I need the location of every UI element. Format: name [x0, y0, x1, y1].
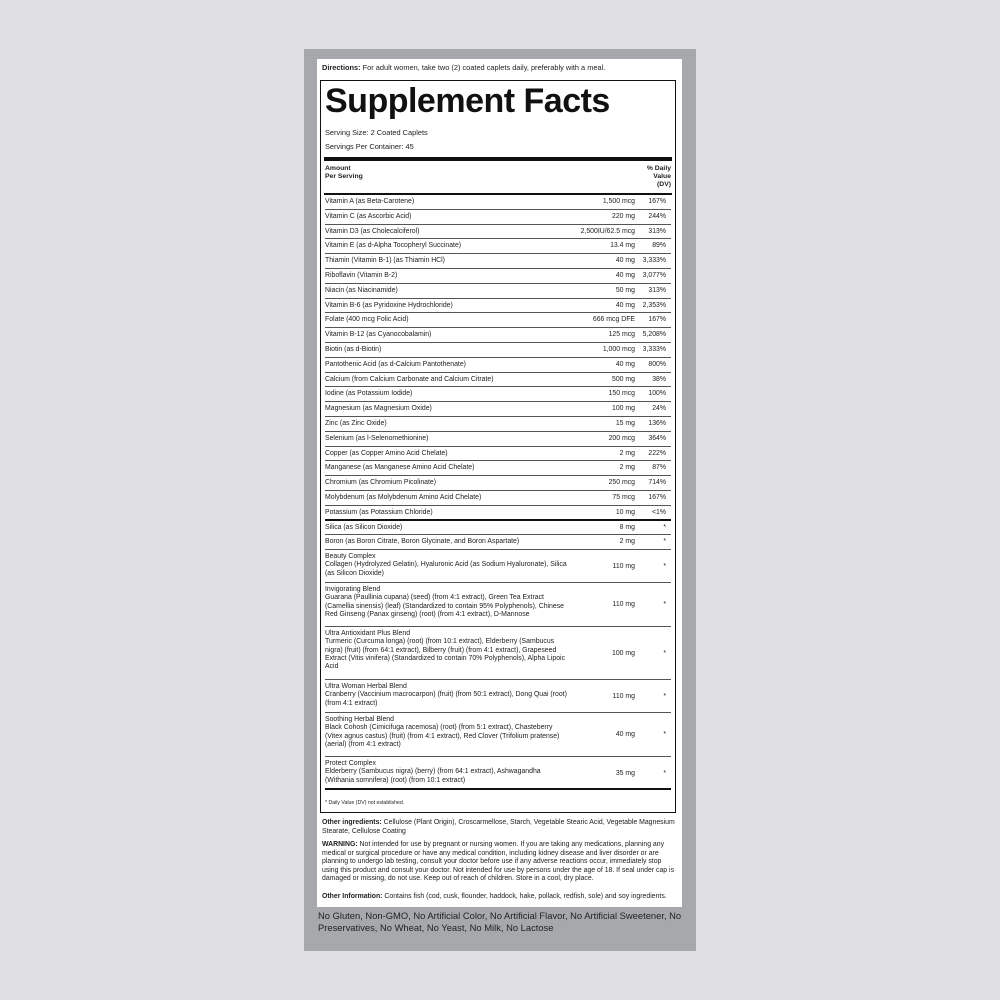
blend-description: [325, 630, 570, 671]
blend-title: Ultra Woman Herbal Blend: [325, 683, 407, 691]
nutrient-name: Potassium (as Potassium Chloride): [325, 508, 433, 516]
nutrient-amount: 200 mcg: [608, 434, 635, 442]
nutrient-dv: 5,208%: [642, 331, 666, 339]
facts-row: [325, 343, 671, 358]
blend-title: Invigorating Blend: [325, 586, 381, 594]
header-per-serving: Per Serving: [325, 173, 363, 181]
nutrient-name: Zinc (as Zinc Oxide): [325, 419, 387, 427]
nutrient-name: Niacin (as Niacinamide): [325, 286, 398, 294]
nutrient-dv: 313%: [648, 286, 666, 294]
nutrient-name: Calcium (from Calcium Carbonate and Calcium Citrate): [325, 375, 494, 383]
nutrient-name: Riboflavin (Vitamin B-2): [325, 271, 398, 279]
nutrient-name: Biotin (as d-Biotin): [325, 345, 382, 353]
other-information: [322, 893, 678, 902]
nutrient-amount: 2,500IU/62.5 mcg: [580, 227, 635, 235]
header-dv: (DV): [657, 181, 671, 189]
nutrient-dv: 364%: [648, 434, 666, 442]
warning-text: Not intended for use by pregnant or nursing women. If you are taking any medications, planning any medical or surgical procedure or have any medical condition, including kidney disease and liver disorder or are planning to undergo lab testing, consult your doctor before use if any adverse reactions occur, immediately stop using this product and consult your doctor. Not intended for use by persons under the age of 18. If seal under cap is damaged or missing, do not use. Keep out of reach of children. Store in a cool, dry place.: [322, 841, 675, 883]
blend-description: [325, 683, 570, 708]
nutrient-amount: 220 mg: [612, 212, 635, 220]
nutrient-dv: 800%: [648, 360, 666, 368]
other-information-text: Contains fish (cod, cusk, flounder, haddock, hake, pollack, redfish, sole) and soy ingredients.: [382, 893, 667, 900]
facts-row: [325, 254, 671, 269]
nutrient-amount: 2 mg: [619, 538, 635, 546]
header-daily: % Daily: [646, 165, 671, 172]
nutrient-dv: 244%: [648, 212, 666, 220]
nutrient-name: Vitamin E (as d-Alpha Tocopheryl Succinate): [325, 242, 462, 250]
nutrient-dv: 167%: [648, 198, 666, 205]
blend-title: Protect Complex: [325, 760, 376, 768]
nutrient-dv: 87%: [652, 464, 666, 472]
nutrient-name: Vitamin C (as Ascorbic Acid): [325, 212, 412, 220]
nutrient-amount: 2 mg: [619, 449, 635, 457]
nutrient-dv: <1%: [652, 508, 666, 516]
blend-row: [325, 757, 671, 790]
facts-row: [325, 535, 671, 550]
blend-amount: 100 mg: [612, 650, 635, 658]
warning-label: WARNING:: [322, 841, 358, 848]
other-information-label: Other Information:: [322, 893, 383, 900]
facts-row: [325, 417, 671, 432]
nutrient-dv: 89%: [652, 242, 666, 250]
nutrient-dv: 24%: [652, 405, 666, 413]
other-ingredients-label: Other ingredients:: [322, 819, 382, 826]
servings-per-container: Servings Per Container: 45: [325, 142, 414, 151]
nutrient-name: Boron (as Boron Citrate, Boron Glycinate, and Boron Aspartate): [325, 538, 520, 546]
directions-text: For adult women, take two (2) coated caplets daily, preferably with a meal.: [360, 63, 606, 72]
nutrient-name: Folate (400 mcg Folic Acid): [325, 316, 409, 324]
nutrient-dv: 3,077%: [642, 271, 666, 279]
blend-row: [325, 550, 671, 583]
nutrient-dv: 313%: [648, 227, 666, 235]
nutrient-name: Molybdenum (as Molybdenum Amino Acid Chelate): [325, 493, 482, 501]
blend-amount: 35 mg: [615, 770, 635, 778]
nutrient-name: Vitamin A (as Beta-Carotene): [325, 198, 415, 205]
nutrient-name: Chromium (as Chromium Picolinate): [325, 479, 437, 487]
nutrient-amount: 40 mg: [615, 271, 635, 279]
nutrient-amount: 40 mg: [615, 301, 635, 309]
facts-row: [325, 313, 671, 328]
blend-description: [325, 553, 570, 578]
facts-row: [325, 521, 671, 536]
facts-row: [325, 239, 671, 254]
supplement-facts-box: [320, 80, 676, 813]
nutrient-amount: 8 mg: [619, 523, 635, 531]
facts-rows: [325, 195, 671, 790]
nutrient-name: Copper (as Copper Amino Acid Chelate): [325, 449, 448, 457]
blend-ingredients: Turmeric (Curcuma longa) (root) (from 10:1 extract), Elderberry (Sambucus nigra) (fruit) (from 64:1 extract), Bilberry (fruit) (from 4:1 extract), Grapeseed Extract (Vitis vinifera) (Standardized to contain 70% Polyphenols), Alpha Lipoic Acid: [325, 638, 566, 671]
nutrient-amount: 50 mg: [615, 286, 635, 294]
other-ingredients-text: Cellulose (Plant Origin), Croscarmellose, Starch, Vegetable Stearic Acid, Vegetable Magnesium Stearate, Cellulose Coating: [322, 819, 675, 835]
facts-row: [325, 432, 671, 447]
blend-description: [325, 586, 570, 619]
blend-dv: *: [663, 731, 666, 739]
nutrient-amount: 250 mcg: [608, 479, 635, 487]
facts-row: [325, 402, 671, 417]
footnote: * Daily Value (DV) not established.: [325, 800, 405, 806]
header-value: Value: [653, 173, 671, 181]
blend-row: [325, 713, 671, 757]
nutrient-name: Selenium (as l-Selenomethionine): [325, 434, 429, 442]
facts-row: [325, 506, 671, 521]
nutrient-dv: 222%: [648, 449, 666, 457]
facts-row: [325, 269, 671, 284]
blend-amount: 110 mg: [612, 693, 635, 701]
blend-row: [325, 627, 671, 680]
blend-title: Ultra Antioxidant Plus Blend: [325, 630, 411, 638]
label-inner: [317, 59, 682, 907]
blend-dv: *: [663, 563, 666, 571]
nutrient-name: Pantothenic Acid (as d-Calcium Pantothenate): [325, 360, 466, 368]
facts-row: [325, 284, 671, 299]
nutrient-name: Vitamin B-6 (as Pyridoxine Hydrochloride): [325, 301, 453, 309]
blend-row: [325, 680, 671, 713]
nutrient-amount: 1,000 mcg: [602, 345, 635, 353]
blend-ingredients: Elderberry (Sambucus nigra) (berry) (from 64:1 extract), Ashwagandha (Withania somnifera) (root) (from 10:1 extract): [325, 768, 541, 784]
blend-dv: *: [663, 770, 666, 778]
facts-row: [325, 328, 671, 343]
facts-row: [325, 373, 671, 388]
facts-row: [325, 225, 671, 240]
blend-title: Soothing Herbal Blend: [325, 716, 394, 724]
blend-description: [325, 716, 570, 749]
blend-amount: 110 mg: [612, 563, 635, 571]
nutrient-name: Vitamin D3 (as Cholecalciferol): [325, 227, 420, 235]
nutrient-dv: *: [663, 538, 666, 546]
blend-dv: *: [663, 693, 666, 701]
nutrient-amount: 150 mcg: [608, 390, 635, 398]
facts-row: [325, 210, 671, 225]
nutrient-name: Thiamin (Vitamin B-1) (as Thiamin HCl): [325, 257, 445, 265]
blend-row: [325, 583, 671, 627]
serving-size: Serving Size: 2 Coated Caplets: [325, 128, 428, 137]
nutrient-amount: 13.4 mg: [610, 242, 635, 250]
facts-row: [325, 299, 671, 314]
blend-dv: *: [663, 650, 666, 658]
facts-row: [325, 387, 671, 402]
blend-ingredients: Black Cohosh (Cimicifuga racemosa) (root) (from 5:1 extract), Chasteberry (Vitex agnus castus) (fruit) (from 4:1 extract), Red Clover (Trifolium pratense) (aerial) (from 4:1 extract): [325, 724, 560, 749]
nutrient-dv: 167%: [648, 316, 666, 324]
facts-row: [325, 447, 671, 462]
nutrient-dv: 3,333%: [642, 257, 666, 265]
nutrient-dv: 100%: [648, 390, 666, 398]
directions: [322, 63, 680, 72]
nutrient-amount: 100 mg: [612, 405, 635, 413]
blend-ingredients: Collagen (Hydrolyzed Gelatin), Hyaluronic Acid (as Sodium Hyaluronate), Silica (as Silicon Dioxide): [325, 561, 567, 577]
blend-amount: 40 mg: [615, 731, 635, 739]
free-from-claims: No Gluten, Non-GMO, No Artificial Color, No Artificial Flavor, No Artificial Sweetener, No Preservatives, No Wheat, No Yeast, No Milk, No Lactose: [318, 910, 682, 933]
nutrient-dv: 136%: [648, 419, 666, 427]
warning: [322, 841, 678, 884]
nutrient-dv: *: [663, 523, 666, 531]
blend-ingredients: Guarana (Paullinia cupana) (seed) (from 4:1 extract), Green Tea Extract (Camellia sinensis) (leaf) (Standardized to contain 95% Polyphenols), Chinese Red Ginseng (Panax ginseng) (root) (from 4:1 extract), D-Mannose: [325, 594, 564, 619]
column-header: [325, 165, 671, 193]
blend-description: [325, 760, 570, 785]
blend-dv: *: [663, 601, 666, 609]
nutrient-amount: 10 mg: [615, 508, 635, 516]
nutrient-dv: 714%: [648, 479, 666, 487]
blend-ingredients: Cranberry (Vaccinium macrocarpon) (fruit) (from 50:1 extract), Dong Quai (root) (from 4:1 extract): [325, 691, 567, 707]
facts-row: [325, 476, 671, 491]
label-panel: [304, 49, 696, 951]
nutrient-name: Magnesium (as Magnesium Oxide): [325, 405, 432, 413]
header-amount: Amount: [325, 165, 351, 172]
directions-label: Directions:: [322, 63, 361, 72]
nutrient-amount: 1,500 mcg: [602, 198, 635, 205]
nutrient-amount: 500 mg: [612, 375, 635, 383]
facts-row: [325, 358, 671, 373]
facts-title: Supplement Facts: [325, 82, 610, 120]
nutrient-name: Manganese (as Manganese Amino Acid Chelate): [325, 464, 475, 472]
nutrient-dv: 2,353%: [642, 301, 666, 309]
nutrient-amount: 40 mg: [615, 257, 635, 265]
nutrient-amount: 2 mg: [619, 464, 635, 472]
nutrient-amount: 15 mg: [615, 419, 635, 427]
nutrient-amount: 40 mg: [615, 360, 635, 368]
facts-row: [325, 491, 671, 506]
blend-amount: 110 mg: [612, 601, 635, 609]
nutrient-name: Silica (as Silicon Dioxide): [325, 523, 403, 531]
facts-row: [325, 461, 671, 476]
blend-title: Beauty Complex: [325, 553, 376, 561]
other-ingredients: [322, 819, 678, 836]
nutrient-dv: 38%: [652, 375, 666, 383]
nutrient-amount: 75 mcg: [612, 493, 635, 501]
nutrient-amount: 666 mcg DFE: [592, 316, 635, 324]
nutrient-dv: 3,333%: [642, 345, 666, 353]
nutrient-name: Iodine (as Potassium Iodide): [325, 390, 413, 398]
nutrient-amount: 125 mcg: [608, 331, 635, 339]
thick-rule: [324, 157, 672, 161]
facts-row: [325, 195, 671, 210]
nutrient-dv: 167%: [648, 493, 666, 501]
nutrient-name: Vitamin B-12 (as Cyanocobalamin): [325, 331, 432, 339]
